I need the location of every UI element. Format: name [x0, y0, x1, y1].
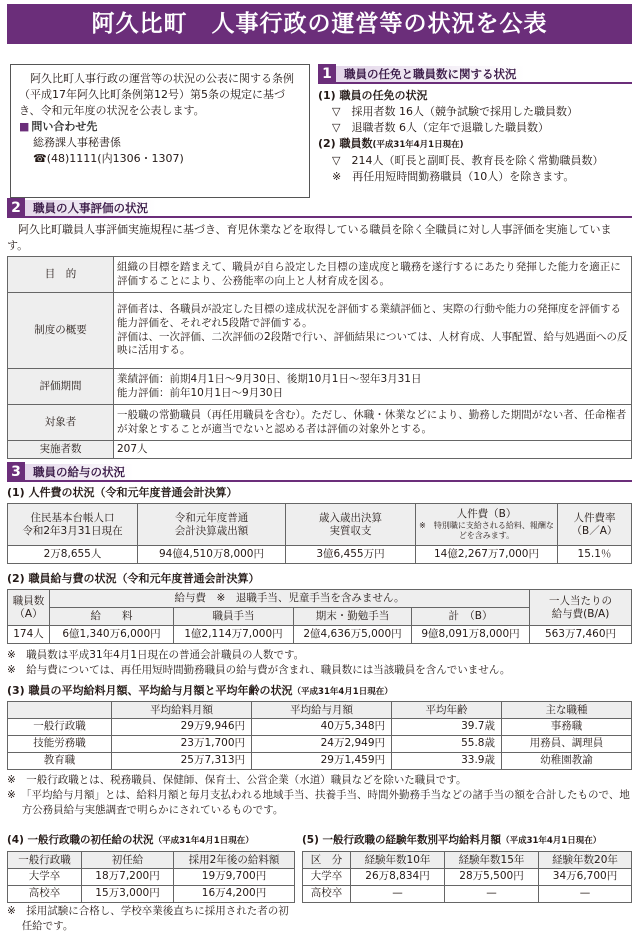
section-1-title: 職員の任免と職員数に関する状況: [336, 66, 525, 82]
table-row: [303, 869, 632, 886]
t4-cell: 15万3,000円: [82, 886, 174, 903]
t3-header: 平均年齢: [392, 702, 502, 719]
t2-label: (2) 職員給与費の状況（令和元年度普通会計決算）: [7, 572, 260, 585]
t3-header: 平均給料月額: [112, 702, 252, 719]
t5-cell: 34万6,700円: [539, 869, 632, 886]
s1-retire: ▽ 退職者数 6人（定年で退職した職員数）: [332, 121, 549, 134]
t3-note-2: ※ 「平均給与月額」とは、給料月額と毎月支払われる地域手当、扶養手当、時間外勤務手当などの諸手当の額を合計したもので、地方公務員給与実態調査で明らかにされているものです。: [7, 789, 630, 816]
eval-text-2: 能力評価：前年10月1日〜9月30日: [117, 386, 284, 399]
t3-cell: 幼稚園教諭: [502, 753, 632, 770]
table-row: [303, 886, 632, 903]
t1-h3: 歳入歳出決算: [319, 511, 382, 524]
t5-header: 経験年数20年: [539, 852, 632, 869]
t3-cell: 教育職: [8, 753, 112, 770]
t4-header: 初任給: [82, 852, 174, 869]
section-3-title: 職員の給与の状況: [25, 464, 133, 480]
t4-cell: 大学卒: [8, 869, 82, 886]
s1-count: ▽ 214人（町長と副町長、教育長を除く常勤職員数）: [332, 154, 604, 167]
t3-note-1: ※ 一般行政職とは、税務職員、保健師、保育士、公営企業（水道）職員などを除いた職員です。: [7, 774, 467, 786]
contact-phone: ☎(48)1111(内1306・1307): [33, 152, 184, 165]
table-row: [8, 869, 295, 886]
t4-cell: 高校卒: [8, 886, 82, 903]
t2-h-total: 計 （B）: [412, 608, 530, 626]
contact-dept: 総務課人事秘書係: [33, 136, 121, 149]
eval-text-2: 評価は、一次評価、二次評価の2段階で行い、評価結果については、人材育成、人事配置、給与処遇面への反映に活用する。: [117, 330, 628, 357]
t5-label-note: （平成31年4月1日現在）: [501, 836, 602, 846]
table-row: [8, 886, 295, 903]
eval-text: 組織の目標を踏まえて、職員が自ら設定した目標の達成度と職務を遂行するにあたり発揮した能力を適正に評価することにより、公務能率の向上と人材育成を図る。: [114, 257, 632, 293]
eval-label: 評価期間: [8, 369, 114, 405]
t3-cell: 事務職: [502, 719, 632, 736]
t3-label: (3) 職員の平均給料月額、平均給与月額と平均年齢の状況: [7, 684, 293, 697]
t5-cell: 26万8,834円: [351, 869, 445, 886]
contact-label: ■ 問い合わせ先: [19, 119, 301, 135]
section-2-title: 職員の人事評価の状況: [25, 200, 156, 216]
section-1-body: [318, 88, 632, 185]
t4-label: (4) 一般行政職の初任給の状況: [7, 834, 154, 846]
s1-sub2-note: (平成31年4月1日現在): [372, 140, 464, 150]
t5-header: 経験年数10年: [351, 852, 445, 869]
t3-cell: 33.9歳: [392, 753, 502, 770]
section-1-header: [318, 64, 632, 84]
t4-label-note: （平成31年4月1日現在）: [153, 836, 254, 846]
t2-notes: [7, 648, 632, 678]
t5-header: 区 分: [303, 852, 351, 869]
personnel-cost-table: [7, 503, 632, 564]
t5-header: 経験年数15年: [445, 852, 539, 869]
t1-h4: 人件費（B）: [456, 508, 517, 520]
t2-h-pay: 給与費 ※ 退職手当、児童手当を含みません。: [50, 590, 530, 608]
t1-h2: 令和元年度普通: [174, 511, 249, 524]
s1-hire: ▽ 採用者数 16人（競争試験で採用した職員数）: [332, 105, 578, 118]
table-row: [8, 293, 632, 369]
t2-v-bonus: 2億4,636万5,000円: [294, 626, 412, 644]
t4-header: 一般行政職: [8, 852, 82, 869]
experience-salary-table: [302, 851, 632, 903]
section-1-number: 1: [318, 64, 336, 84]
t4-note: ※ 採用試験に合格し、学校卒業後直ちに採用された者の初任給です。: [7, 905, 289, 932]
t5-cell: —: [539, 886, 632, 903]
t3-label-note: （平成31年4月1日現在）: [292, 687, 393, 697]
t3-header: 平均給与月額: [252, 702, 392, 719]
t2-h-allow: 職員手当: [174, 608, 294, 626]
t3-cell: 用務員、調理員: [502, 736, 632, 753]
t5-cell: 大学卒: [303, 869, 351, 886]
t3-cell: 55.8歳: [392, 736, 502, 753]
t5-cell: 高校卒: [303, 886, 351, 903]
table-row: [8, 736, 632, 753]
evaluation-table: [7, 256, 632, 459]
t1-label: (1) 人件費の状況（令和元年度普通会計決算）: [7, 486, 238, 499]
t2-note-1: ※ 職員数は平成31年4月1日現在の普通会計職員の人数です。: [7, 649, 305, 661]
t3-label-wrap: [7, 684, 393, 698]
section-2-number: 2: [7, 198, 25, 218]
t2-v-allow: 1億2,114万7,000円: [174, 626, 294, 644]
t1-h5: 人件費率: [573, 511, 616, 524]
t3-cell: 29万9,946円: [112, 719, 252, 736]
section-3-number: 3: [7, 462, 25, 482]
table-row: [8, 369, 632, 405]
eval-label: 制度の概要: [8, 293, 114, 369]
t2-h-staff: 職員数: [12, 594, 45, 607]
t2-h-salary: 給 料: [50, 608, 174, 626]
starting-salary-table: [7, 851, 295, 903]
eval-text: 207人: [114, 441, 632, 459]
t1-h5b: （B／A）: [571, 524, 618, 537]
section-2-header: [7, 198, 632, 218]
page-title: 阿久比町 人事行政の運営等の状況を公表: [7, 4, 632, 44]
eval-label: 対象者: [8, 405, 114, 441]
eval-label: 目 的: [8, 257, 114, 293]
s1-sub2: (2) 職員数: [318, 137, 373, 150]
t3-cell: 29万1,459円: [252, 753, 392, 770]
t2-h-staff-b: （A）: [14, 607, 43, 620]
t2-v-staff: 174人: [8, 626, 50, 644]
t4-label-wrap: [7, 834, 254, 848]
s2-lead: 阿久比町職員人事評価実施規程に基づき、育児休業などを取得している職員を除く全職員に対し人事評価を実施しています。: [7, 223, 612, 252]
intro-text: 阿久比町人事行政の運営等の状況の公表に関する条例（平成17年阿久比町条例第12号）第5条の規定に基づき、令和元年度の状況を公表します。: [19, 72, 294, 117]
t4-cell: 18万7,200円: [82, 869, 174, 886]
t1-v4: 14億2,267万7,000円: [416, 546, 558, 564]
t3-cell: 一般行政職: [8, 719, 112, 736]
table-row: [8, 257, 632, 293]
table-row: [8, 719, 632, 736]
t2-v-total: 9億8,091万8,000円: [412, 626, 530, 644]
t5-cell: —: [351, 886, 445, 903]
t1-v2: 94億4,510万8,000円: [138, 546, 286, 564]
s1-sub1: (1) 職員の任免の状況: [318, 89, 428, 102]
table-row: [8, 626, 632, 644]
t3-cell: 40万5,348円: [252, 719, 392, 736]
t5-label-wrap: [302, 834, 601, 848]
t4-cell: 16万4,200円: [174, 886, 295, 903]
t5-cell: 28万5,500円: [445, 869, 539, 886]
t3-header: [8, 702, 112, 719]
t1-h1b: 令和2年3月31日現在: [22, 524, 123, 537]
average-salary-table: [7, 701, 632, 770]
t1-h1: 住民基本台帳人口: [30, 511, 115, 524]
eval-text: 評価者は、各職員が設定した目標の達成状況を評価する業績評価と、実際の行動や能力の発揮度を評価する能力評価を、それぞれ5段階で評価する。: [117, 303, 621, 329]
table-row: [8, 753, 632, 770]
salary-cost-table: [7, 589, 632, 644]
table-row: [8, 546, 632, 564]
section-3-header: [7, 462, 632, 482]
t3-cell: 25万7,313円: [112, 753, 252, 770]
t2-v-avg: 563万7,460円: [530, 626, 632, 644]
t1-v1: 2万8,655人: [8, 546, 138, 564]
s1-excl: ※ 再任用短時間勤務職員（10人）を除きます。: [332, 170, 575, 183]
intro-box: [10, 64, 310, 198]
t5-label: (5) 一般行政職の経験年数別平均給料月額: [302, 834, 502, 846]
t1-h3b: 実質収支: [329, 524, 372, 537]
t2-h-bonus: 期末・勤勉手当: [294, 608, 412, 626]
t5-cell: —: [445, 886, 539, 903]
t3-cell: 24万2,949円: [252, 736, 392, 753]
t3-notes: [7, 773, 632, 818]
table-row: [8, 441, 632, 459]
t1-v5: 15.1％: [558, 546, 632, 564]
t4-header: 採用2年後の給料額: [174, 852, 295, 869]
t3-cell: 39.7歳: [392, 719, 502, 736]
table-row: [8, 405, 632, 441]
t2-note-2: ※ 給与費については、再任用短時間勤務職員の給与費が含まれ、職員数には当該職員を含んでいません。: [7, 664, 511, 676]
t4-cell: 19万9,700円: [174, 869, 295, 886]
t1-h4-note: ※ 特別職に支給される給料、報酬などを含みます。: [419, 521, 554, 540]
eval-text: 業績評価：前期4月1日〜9月30日、後期10月1日〜翌年3月31日: [117, 372, 422, 385]
eval-label: 実施者数: [8, 441, 114, 459]
t2-h-avg: 一人当たりの: [549, 594, 612, 607]
t2-v-salary: 6億1,340万6,000円: [50, 626, 174, 644]
t3-header: 主な職種: [502, 702, 632, 719]
t1-h2b: 会計決算歳出額: [174, 524, 249, 537]
t1-v3: 3億6,455万円: [286, 546, 416, 564]
t3-cell: 23万1,700円: [112, 736, 252, 753]
t3-cell: 技能労務職: [8, 736, 112, 753]
t2-h-avg-b: 給与費(B/A): [551, 607, 610, 620]
eval-text: 一般職の常勤職員（再任用職員を含む）。ただし、休職・休業などにより、勤務した期間がない者、任命権者が対象とすることが適当でないと認める者は評価の対象外とする。: [114, 405, 632, 441]
